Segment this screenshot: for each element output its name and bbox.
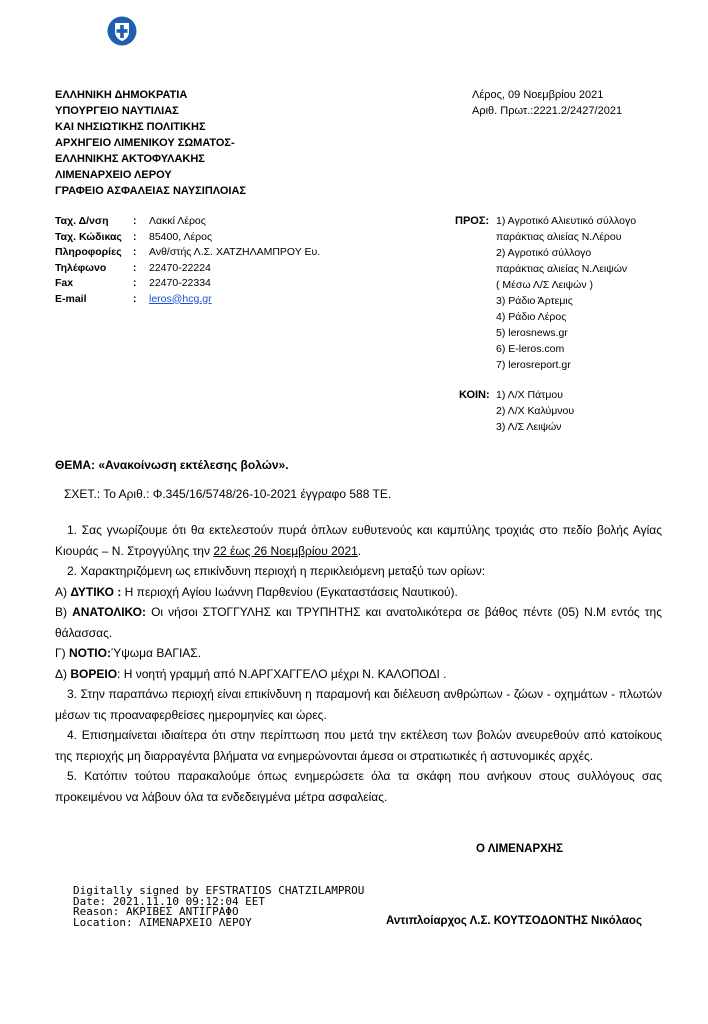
- contact-label: Τηλέφωνο: [55, 261, 107, 274]
- signature-line: Reason: ΑΚΡΙΒΕΣ ΑΝΤΙΓΡΑΦΟ: [73, 905, 239, 918]
- paragraph-5: 5. Κατόπιν τούτου παρακαλούμε όπως ενημερώσετε όλα τα σκάφη που ανήκουν στους συλλόγους σας προκειμένου να λάβουν όλα τα ενδεδειγμένα μέτρα ασφαλείας.: [55, 769, 662, 804]
- contact-value: 22470-22224: [149, 261, 211, 274]
- boundary-west: Α) ΔΥΤΙΚΟ : Η περιοχή Αγίου Ιωάννη Παρθενίου (Εγκαταστάσεις Ναυτικού).: [55, 584, 458, 599]
- paragraph-2: 2. Χαρακτηριζόμενη ως επικίνδυνη περιοχή η περικλειόμενη μεταξύ των ορίων:: [67, 564, 486, 578]
- signer-name: Αντιπλοίαρχος Λ.Σ. ΚΟΥΤΣΟΔΟΝΤΗΣ Νικόλαος: [386, 915, 642, 927]
- contact-row: E-mail : leros@hcg.gr: [55, 292, 320, 308]
- contact-label: Ταχ. Κώδικας: [55, 230, 122, 243]
- document-date: Λέρος, 09 Νοεμβρίου 2021: [472, 89, 604, 101]
- cc-label: ΚΟΙΝ:: [459, 389, 490, 401]
- contact-value: 85400, Λέρος: [149, 230, 213, 243]
- paragraph-1: 1. Σας γνωρίζουμε ότι θα εκτελεστούν πυρά όπλων ευθυτενούς και καμπύλης τροχιάς στο πεδίο βολής Αγίας Κιουράς – Ν. Στρογγύλης την 22 έως 26 Νοεμβρίου 2021.: [55, 523, 662, 558]
- signature-line: Date: 2021.11.10 09:12:04 EET: [73, 894, 266, 908]
- contact-info: [55, 214, 320, 307]
- contact-value: Ανθ/στής Λ.Σ. ΧΑΤΖΗΛΑΜΠΡΟΥ Ευ.: [149, 246, 321, 258]
- header-line: ΓΡΑΦΕΙΟ ΑΣΦΑΛΕΙΑΣ ΝΑΥΣΙΠΛΟΙΑΣ: [55, 185, 246, 197]
- recipient-item: παράκτιας αλιείας Ν.Λέρου: [496, 231, 622, 243]
- header-line: ΕΛΛΗΝΙΚΗ ΔΗΜΟΚΡΑΤΙΑ: [55, 89, 188, 101]
- recipient-item: ( Μέσω Λ/Σ Λειψών ): [496, 279, 593, 291]
- contact-label: E-mail: [55, 292, 87, 305]
- boundary-north: Δ) ΒΟΡΕΙΟ: Η νοητή γραμμή από Ν.ΑΡΓΧΑΓΓΕΛΟ μέχρι Ν. ΚΑΛΟΠΟΔΙ .: [55, 666, 447, 681]
- subject-line: ΘΕΜΑ: «Ανακοίνωση εκτέλεσης βολών».: [55, 458, 289, 472]
- recipient-item: παράκτιας αλιείας Ν.Λειψών: [496, 263, 628, 275]
- boundary-south: Γ) ΝΟΤΙΟ:Ύψωμα ΒΑΓΙΑΣ.: [55, 646, 202, 660]
- contact-label: Πληροφορίες: [55, 246, 122, 258]
- greek-coat-of-arms-icon: [107, 16, 137, 46]
- header-line: ΥΠΟΥΡΓΕΙΟ ΝΑΥΤΙΛΙΑΣ: [55, 105, 179, 117]
- email-link[interactable]: leros@hcg.gr: [149, 292, 212, 305]
- signature-line: Digitally signed by EFSTRATIOS CHATZILAMPROU: [73, 884, 365, 897]
- contact-value: Λακκί Λέρος: [149, 215, 206, 227]
- header-line: ΚΑΙ ΝΗΣΙΩΤΙΚΗΣ ΠΟΛΙΤΙΚΗΣ: [55, 121, 206, 133]
- contact-row: Fax : 22470-22334: [55, 276, 320, 292]
- cc-item: 3) Λ/Σ Λειψών: [496, 421, 562, 433]
- recipient-item: 5) lerosnews.gr: [496, 327, 568, 339]
- boundary-east: Β) ΑΝΑΤΟΛΙΚΟ: Οι νήσοι ΣΤΟΓΓΥΛΗΣ και ΤΡΥΠΗΤΗΣ και ανατολικότερα σε βάθος πέντε (05) Ν.Μ εντός της θάλασσας.: [55, 605, 662, 640]
- paragraph-4: 4. Επισημαίνεται ιδιαίτερα ότι στην περίπτωση που μετά την εκτέλεση των βολών ανευρεθούν από κατοίκους της περιοχής μη διαρραγέντα βλήματα να ενημερώνονται άμεσα οι στρατιωτικές ή αστυνομικές αρχές.: [55, 728, 662, 763]
- recipient-item: 2) Αγροτικό σύλλογο: [496, 247, 592, 259]
- header-line: ΛΙΜΕΝΑΡΧΕΙΟ ΛΕΡΟΥ: [55, 169, 172, 181]
- document-meta: [472, 87, 622, 119]
- contact-row: Πληροφορίες : Ανθ/στής Λ.Σ. ΧΑΤΖΗΛΑΜΠΡΟΥ Ευ.: [55, 245, 320, 261]
- header-line: ΕΛΛΗΝΙΚΗΣ ΑΚΤΟΦΥΛΑΚΗΣ: [55, 153, 205, 165]
- closing-title: Ο ΛΙΜΕΝΑΡΧΗΣ: [476, 843, 563, 855]
- reference-line: ΣΧΕΤ.: Το Αριθ.: Φ.345/16/5748/26-10-2021 έγγραφο 588 ΤΕ.: [64, 487, 392, 501]
- contact-row: Ταχ. Δ/νση : Λακκί Λέρος: [55, 214, 320, 230]
- contact-label: Ταχ. Δ/νση: [55, 215, 109, 227]
- contact-row: Τηλέφωνο : 22470-22224: [55, 261, 320, 277]
- signature-line: Location: ΛΙΜΕΝΑΡΧΕΙΟ ΛΕΡΟΥ: [73, 915, 252, 929]
- contact-label: Fax: [55, 277, 74, 289]
- contact-row: Ταχ. Κώδικας : 85400, Λέρος: [55, 230, 320, 246]
- recipients-list: [496, 213, 636, 373]
- digital-signature: [73, 886, 364, 928]
- contact-value: 22470-22334: [149, 277, 211, 289]
- issuer-header: [55, 87, 246, 199]
- header-line: ΑΡΧΗΓΕΙΟ ΛΙΜΕΝΙΚΟΥ ΣΩΜΑΤΟΣ-: [55, 137, 235, 149]
- recipient-item: 3) Ράδιο Άρτεμις: [496, 295, 573, 307]
- recipient-item: 1) Αγροτικό Αλιευτικό σύλλογο: [496, 215, 637, 227]
- cc-item: 1) Λ/Χ Πάτμου: [496, 389, 563, 401]
- recipients-label: ΠΡΟΣ:: [455, 215, 490, 227]
- recipient-item: 6) E-leros.com: [496, 343, 565, 355]
- protocol-number: Αριθ. Πρωτ.:2221.2/2427/2021: [472, 105, 623, 117]
- recipient-item: 4) Ράδιο Λέρος: [496, 311, 567, 323]
- body-text: [55, 520, 662, 807]
- date-range: 22 έως 26 Νοεμβρίου 2021: [213, 543, 358, 558]
- cc-item: 2) Λ/Χ Καλύμνου: [496, 405, 575, 417]
- paragraph-3: 3. Στην παραπάνω περιοχή είναι επικίνδυνη η παραμονή και διέλευση ανθρώπων - ζώων - οχημάτων - πλωτών μέσων τις προαναφερθείσες ημερομηνίες και ώρες.: [55, 687, 662, 722]
- recipient-item: 7) lerosreport.gr: [496, 359, 571, 371]
- cc-list: [496, 387, 574, 435]
